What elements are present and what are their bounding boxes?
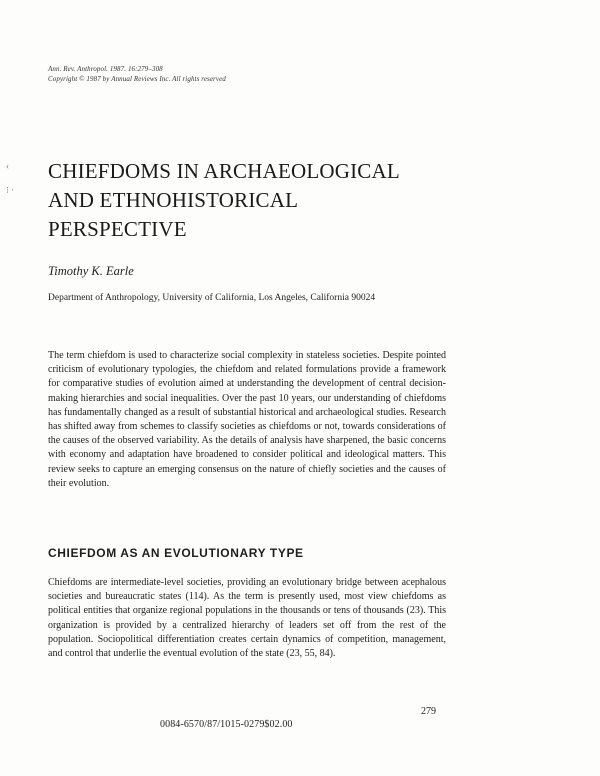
body-paragraph: Chiefdoms are intermediate-level societies, providing an evolutionary bridge between acephalous societies and bureaucratic states (114). As the term is presently used, most view chiefdoms as political entities that organize regional populations in the thousands or tens of thousands (23). This organization is provided by a centralized hierarchy of leaders set off from the rest of the population. Sociopolitical differentiation creates certain dynamics of competition, management, and control that underlie the eventual evolution of the state (23, 55, 84). xyxy=(48,577,446,660)
title-line: CHIEFDOMS IN ARCHAEOLOGICAL xyxy=(48,159,400,183)
author-name: Timothy K. Earle xyxy=(48,264,134,278)
author-affiliation: Department of Anthropology, University of California, Los Angeles, California 90024 xyxy=(48,293,376,303)
title-line: AND ETHNOHISTORICAL xyxy=(48,188,299,212)
article-title xyxy=(48,157,508,244)
article-code: 0084-6570/87/1015-0279$02.00 xyxy=(160,719,293,730)
abstract-paragraph: The term chiefdom is used to characterize social complexity in stateless societies. Despite pointed criticism of evolutionary typologies, the chiefdom and related formulations provide a framework for comparative studies of evolution aimed at understanding the development of central decision-making hierarchies and social inequalities. Over the past 10 years, our understanding of chiefdoms has fundamentally changed as a result of substantial historical and archaeological studies. Research has shifted away from schemes to classify societies as chiefdoms or not, towards considerations of the causes of the observed variability. As the details of analysis have sharpened, the basic concerns with economy and adaptation have broadened to consider political and ideological matters. This review seeks to capture an emerging consensus on the nature of chiefly societies and the causes of their evolution. xyxy=(48,350,446,489)
page-number: 279 xyxy=(421,706,436,717)
journal-citation: Ann. Rev. Anthropol. 1987. 16:279–308 xyxy=(48,65,163,73)
title-line: PERSPECTIVE xyxy=(48,217,187,241)
journal-header xyxy=(48,64,226,84)
section-heading: CHIEFDOM AS AN EVOLUTIONARY TYPE xyxy=(48,546,304,560)
copyright-notice: Copyright © 1987 by Annual Reviews Inc. All rights reserved xyxy=(48,75,226,83)
margin-scan-marks: ‹ ⁝ · xyxy=(6,161,15,195)
